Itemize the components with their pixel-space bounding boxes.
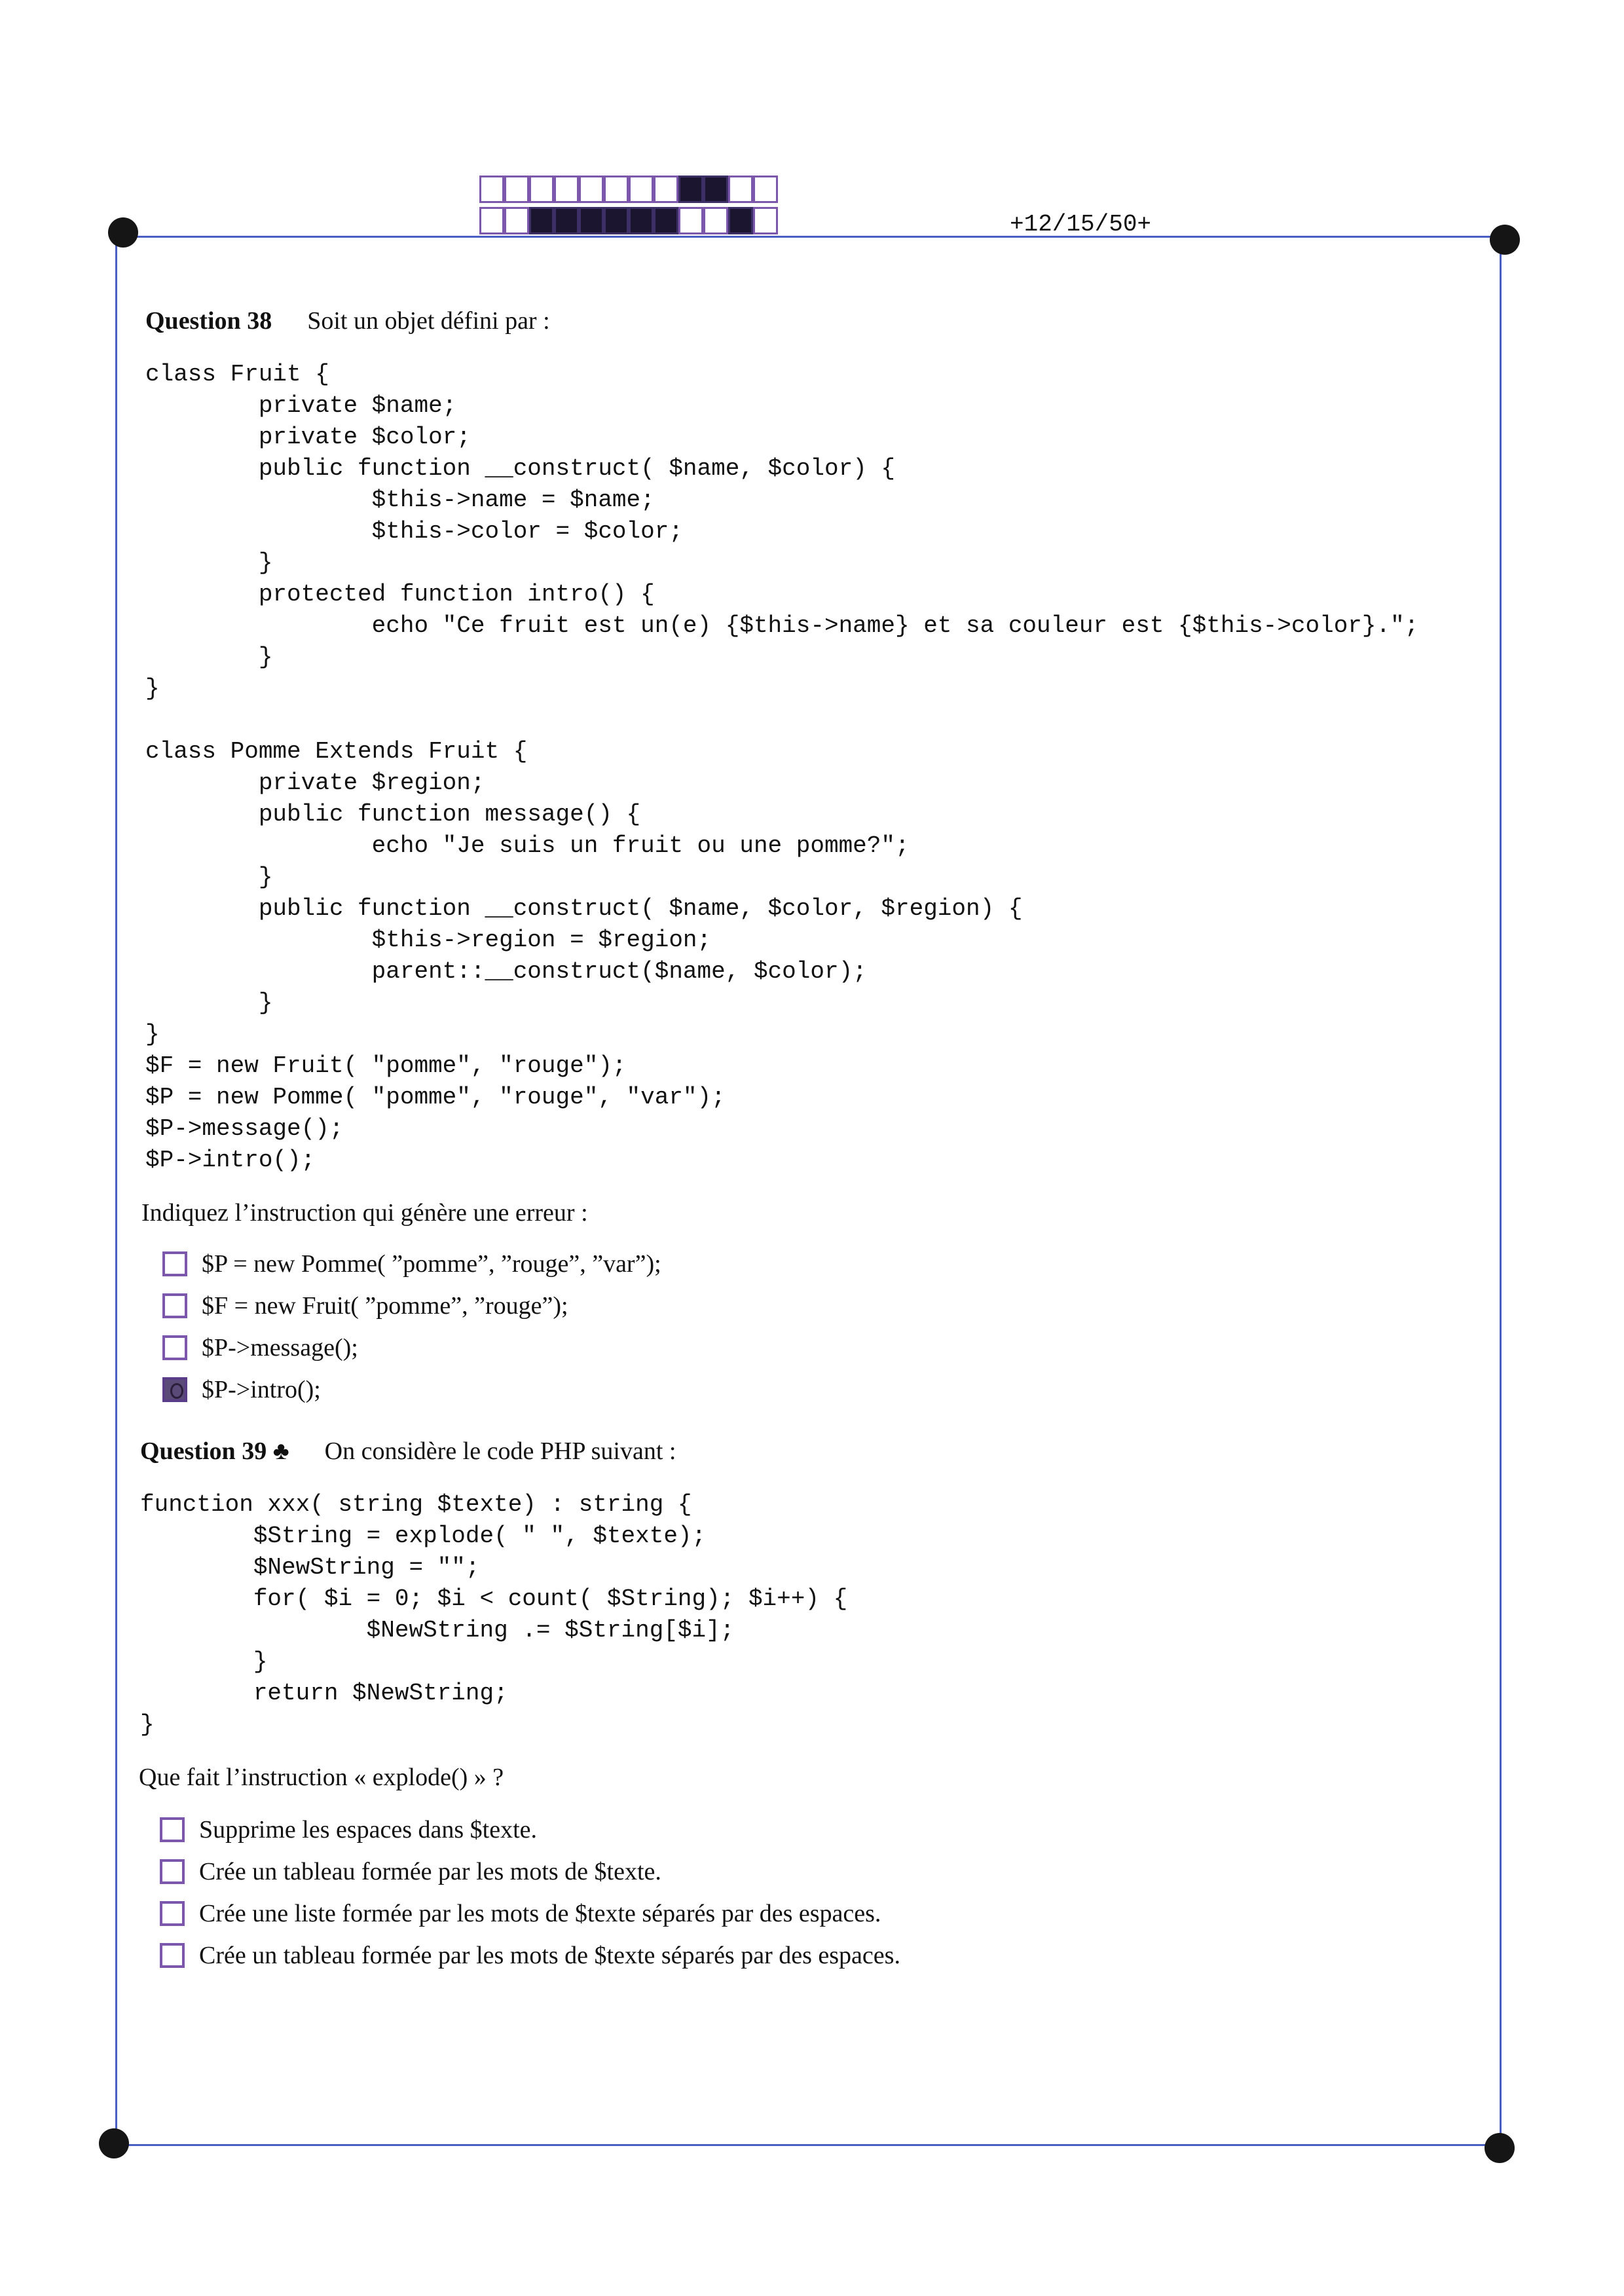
barcode-cell: [579, 207, 604, 234]
question-38-label: Question 38: [145, 307, 272, 335]
answer-checkbox[interactable]: [162, 1377, 187, 1402]
barcode-cell: [529, 176, 554, 203]
barcode-cell: [504, 207, 529, 234]
barcode-row-bottom: [479, 207, 778, 234]
answer-checkbox[interactable]: [160, 1859, 185, 1884]
answer-checkbox[interactable]: [160, 1901, 185, 1926]
answer-checkbox[interactable]: [160, 1817, 185, 1842]
answer-label: $P->intro();: [202, 1376, 321, 1403]
answer-label: Supprime les espaces dans $texte.: [199, 1816, 538, 1843]
question-39-title: [140, 1437, 676, 1466]
question-39-answer-1[interactable]: [160, 1809, 537, 1851]
answer-label: Crée un tableau formée par les mots de $texte séparés par des espaces.: [199, 1942, 900, 1969]
corner-mark-top-right: [1490, 225, 1520, 255]
barcode-cell: [703, 207, 728, 234]
barcode-cell: [604, 207, 629, 234]
frame-right-line: [1500, 238, 1502, 2145]
answer-checkbox[interactable]: [160, 1943, 185, 1968]
corner-mark-top-left: [108, 217, 138, 248]
barcode-cell: [753, 207, 778, 234]
barcode-cell: [654, 207, 678, 234]
answer-label: $P->message();: [202, 1334, 358, 1361]
barcode-cell: [529, 207, 554, 234]
frame-top-line: [122, 236, 1500, 238]
question-39-answer-4[interactable]: [160, 1935, 900, 1976]
question-38-answer-3[interactable]: [162, 1327, 358, 1369]
barcode-cell: [728, 207, 753, 234]
question-38-answer-2[interactable]: [162, 1285, 568, 1327]
frame-bottom-line: [114, 2144, 1497, 2146]
barcode-cell: [678, 207, 703, 234]
barcode-cell: [703, 176, 728, 203]
barcode-cell: [579, 176, 604, 203]
question-38-title: [145, 306, 550, 335]
barcode-cell: [479, 176, 504, 203]
barcode-row-top: [479, 176, 778, 203]
question-39-text: On considère le code PHP suivant :: [324, 1437, 676, 1465]
barcode-cell: [728, 176, 753, 203]
barcode-cell: [629, 207, 654, 234]
question-38-answer-1[interactable]: [162, 1243, 661, 1285]
question-38-prompt: Indiquez l’instruction qui génère une erreur :: [141, 1199, 588, 1227]
question-38-text: Soit un objet défini par :: [307, 307, 550, 335]
question-38-answer-4[interactable]: [162, 1369, 321, 1411]
answer-label: Crée un tableau formée par les mots de $texte.: [199, 1858, 661, 1885]
corner-mark-bottom-right: [1485, 2133, 1515, 2163]
barcode-cell: [604, 176, 629, 203]
barcode-cell: [479, 207, 504, 234]
question-39-code: function xxx( string $texte) : string { $String = explode( " ", $texte); $NewString = ""; for( $i = 0; $i < count( $String); $i++) { $NewString .= $String[$i]; } return $NewString; }: [140, 1491, 848, 1738]
question-39-label: Question 39 ♣: [140, 1437, 289, 1465]
barcode-cell: [678, 176, 703, 203]
page-identifier: +12/15/50+: [1010, 211, 1152, 238]
answer-checkbox[interactable]: [162, 1251, 187, 1276]
barcode-cell: [654, 176, 678, 203]
frame-left-line: [115, 236, 117, 2145]
question-39-prompt: Que fait l’instruction « explode() » ?: [139, 1764, 504, 1791]
question-38-code: class Fruit { private $name; private $color; public function __construct( $name, $color) { $this->name = $name; $this->color = $color; } protected function intro() { echo "Ce fruit est un(e) {$this->name} et sa couleur est {$this->color}."; } } class Pomme Extends Fruit { private $region; public function message() { echo "Je suis un fruit ou une pomme?"; } public function __construct( $name, $color, $region) { $this->region = $region; parent::__construct($name, $color); } } $F = new Fruit( "pomme", "rouge"); $P = new Pomme( "pomme", "rouge", "var"); $P->message(); $P->intro();: [145, 361, 1419, 1174]
barcode-cell: [554, 207, 579, 234]
answer-label: $F = new Fruit( ”pomme”, ”rouge”);: [202, 1292, 568, 1320]
barcode-cell: [554, 176, 579, 203]
answer-label: $P = new Pomme( ”pomme”, ”rouge”, ”var”);: [202, 1250, 661, 1278]
barcode-cell: [504, 176, 529, 203]
question-39-answer-3[interactable]: [160, 1893, 881, 1935]
barcode-cell: [753, 176, 778, 203]
answer-label: Crée une liste formée par les mots de $texte séparés par des espaces.: [199, 1900, 881, 1927]
answer-checkbox[interactable]: [162, 1335, 187, 1360]
corner-mark-bottom-left: [99, 2128, 129, 2158]
barcode-cell: [629, 176, 654, 203]
answer-checkbox[interactable]: [162, 1293, 187, 1318]
question-39-answer-2[interactable]: [160, 1851, 661, 1893]
